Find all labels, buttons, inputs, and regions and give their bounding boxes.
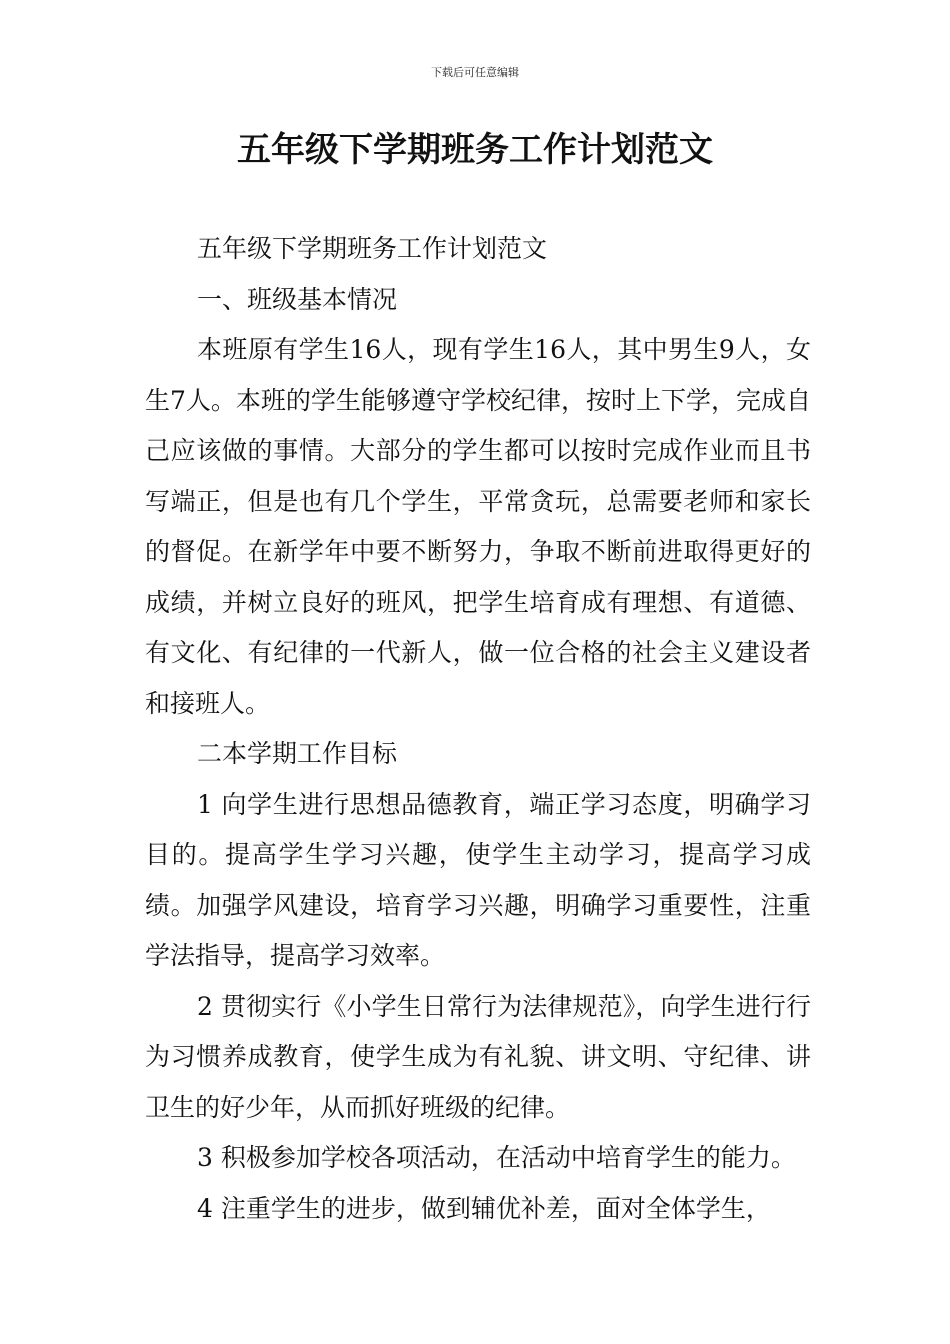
section-heading-class-info: 一、班级基本情况 — [197, 284, 398, 314]
document-body — [145, 224, 811, 1234]
goal-item-2: 2 贯彻实行《小学生日常行为法律规范》，向学生进行行为习惯养成教育，使学生成为有礼貌、讲文明、守纪律、讲卫生的好少年，从而抓好班级的纪律。 — [145, 991, 811, 1122]
class-info-paragraph: 本班原有学生16人，现有学生16人，其中男生9人，女生7人。本班的学生能够遵守学校纪律，按时上下学，完成自己应该做的事情。大部分的学生都可以按时完成作业而且书写端正，但是也有几个学生，平常贪玩，总需要老师和家长的督促。在新学年中要不断努力，争取不断前进取得更好的成绩，并树立良好的班风，把学生培育成有理想、有道德、有文化、有纪律的一代新人，做一位合格的社会主义建设者和接班人。 — [145, 335, 811, 718]
subtitle-paragraph: 五年级下学期班务工作计划范文 — [197, 234, 548, 263]
header-note: 下载后可任意编辑 — [431, 66, 519, 79]
section-heading-goals: 二本学期工作目标 — [197, 739, 398, 768]
goal-item-3: 3 积极参加学校各项活动，在活动中培育学生的能力。 — [197, 1143, 796, 1172]
document-title: 五年级下学期班务工作计划范文 — [237, 130, 713, 170]
goal-item-1: 1 向学生进行思想品德教育，端正学习态度，明确学习目的。提高学生学习兴趣，使学生主动学习，提高学习成绩。加强学风建设，培育学习兴趣，明确学习重要性，注重学法指导，提高学习效率。 — [145, 789, 811, 970]
goal-item-4: 4 注重学生的进步，做到辅优补差，面对全体学生， — [197, 1193, 771, 1223]
